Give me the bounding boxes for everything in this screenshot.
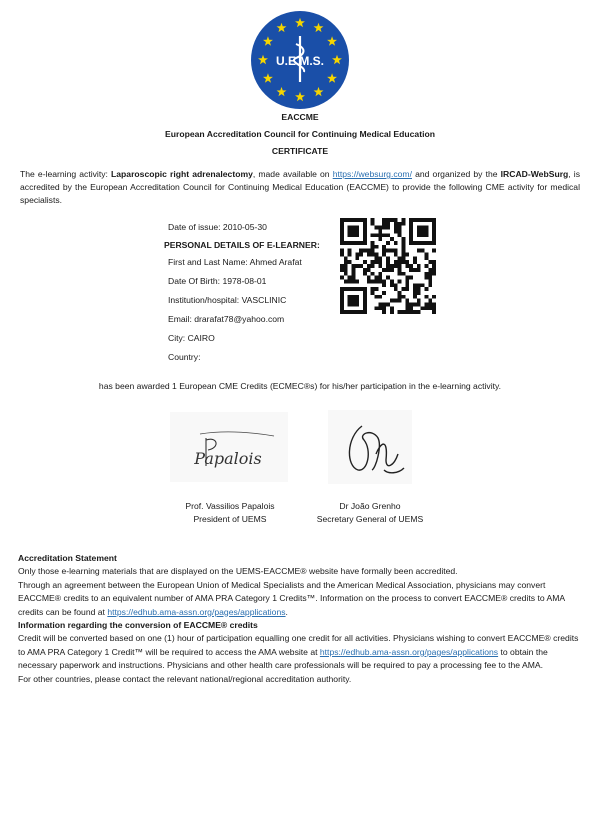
accreditation-section: [18, 552, 582, 686]
org-short: EACCME: [281, 112, 319, 122]
learner-email: Email: drarafat78@yahoo.com: [168, 314, 285, 324]
signer-right-title: Secretary General of UEMS: [316, 514, 424, 524]
intro-text-4: , is accredited by the European Accreditation Council for Continuing Medical Education (EACCME) to provide the following CME activity for medical specialists.: [20, 169, 581, 205]
signer-left-name: Prof. Vassilios Papalois: [185, 501, 275, 511]
org-full: European Accreditation Council for Continuing Medical Education: [165, 129, 435, 139]
intro-paragraph: [20, 168, 580, 207]
intro-text-3: and organized by the: [411, 169, 501, 179]
accreditation-heading: Accreditation Statement: [18, 553, 117, 563]
ama-link-1[interactable]: https://edhub.ama-assn.org/pages/applications: [107, 606, 286, 617]
accreditation-p1: Only those e-learning materials that are displayed on the UEMS-EACCME® website have formally been accredited.: [18, 566, 458, 577]
learner-dob: Date Of Birth: 1978-08-01: [168, 276, 267, 286]
signer-right-name: Dr João Grenho: [339, 501, 401, 511]
conversion-p1: Credit will be converted based on one (1) hour of participation equalling one credit for all activities. Physicians wishing to convert EACCME® credits to AMA PRA Category 1 Credit™ will be required to access the AMA website at https://edhub.ama-assn.org/pages/applications to obtain the necessary paperwork and instructions. Physicians and other health care professionals will be required to pay a processing fee to the AMA.: [18, 633, 579, 671]
learner-institution: Institution/hospital: VASCLINIC: [168, 295, 287, 305]
conversion-heading: Information regarding the conversion of EACCME® credits: [18, 620, 258, 631]
doc-type: CERTIFICATE: [271, 146, 329, 156]
uems-logo: [250, 10, 350, 110]
svg-text:Papalois: Papalois: [194, 449, 262, 468]
grenho-signature: [328, 410, 412, 484]
intro-text-2: , made available on: [252, 169, 333, 179]
accreditation-p2: Through an agreement between the European Union of Medical Specialists and the American Medical Association, physicians may convert EACCME® credits to an equivalent number of AMA PRA Category 1 Credits™. Information on the process to convert EACCME® credits to AMA credits can be found at https://edhub.ama-assn.org/pages/applications.: [18, 579, 565, 617]
logo-text: U.E.M.S.: [275, 54, 325, 68]
details-heading: PERSONAL DETAILS OF E-LEARNER:: [164, 240, 320, 250]
learner-city: City: CAIRO: [168, 333, 215, 343]
signer-left: [160, 500, 300, 526]
organizer-name: IRCAD-WebSurg: [500, 169, 569, 179]
date-of-issue: Date of issue: 2010-05-30: [168, 222, 267, 232]
learner-country: Country:: [168, 352, 201, 362]
signer-right: [300, 500, 440, 526]
qr-code-icon: [340, 218, 436, 314]
ama-link-2[interactable]: https://edhub.ama-assn.org/pages/applications: [319, 646, 499, 657]
other-countries: For other countries, please contact the relevant national/regional accreditation authority.: [18, 673, 352, 684]
activity-title: Laparoscopic right adrenalectomy: [111, 169, 253, 179]
websurg-link[interactable]: https://websurg.com/: [332, 169, 412, 179]
intro-text-1: The e-learning activity:: [20, 169, 112, 179]
signer-left-title: President of UEMS: [193, 514, 267, 524]
papalois-signature: [170, 412, 288, 482]
learner-name: First and Last Name: Ahmed Arafat: [168, 257, 302, 267]
awarded-statement: has been awarded 1 European CME Credits (ECMEC®s) for his/her participation in the e-learning activity.: [98, 381, 502, 391]
